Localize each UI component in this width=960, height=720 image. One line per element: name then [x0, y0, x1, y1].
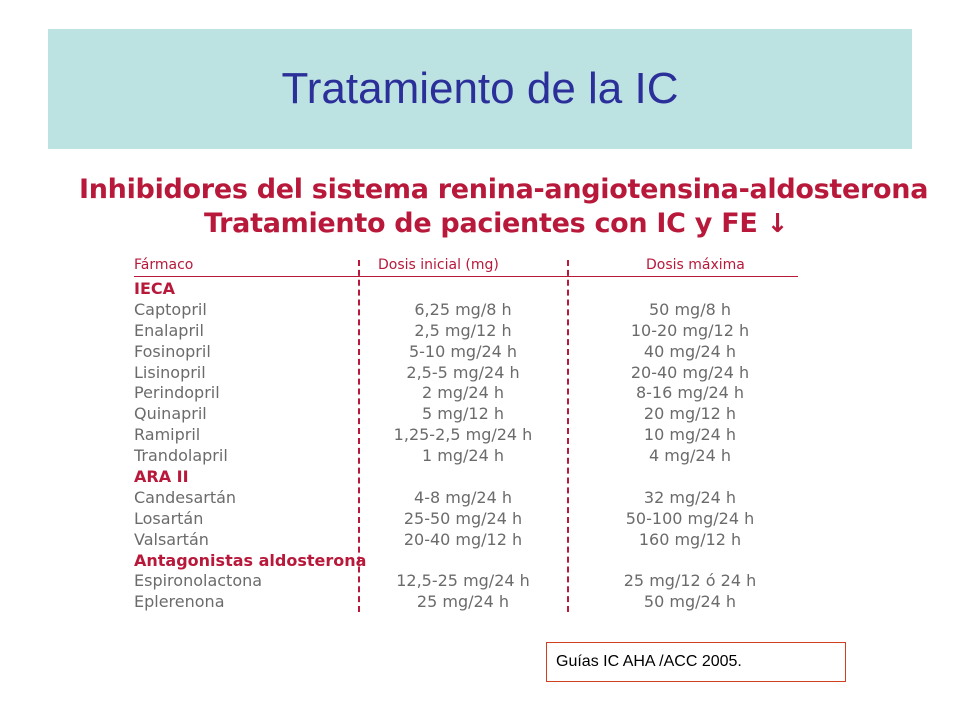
initial-dose-cell: 25 mg/24 h: [416, 592, 510, 612]
initial-dose-cell: 12,5-25 mg/24 h: [396, 571, 530, 591]
drug-cell: Captopril: [134, 299, 207, 319]
figure-heading-line1: Inhibidores del sistema renina-angiotensina-aldosterona: [79, 174, 929, 205]
table-row: [0, 425, 960, 446]
table-row: [0, 342, 960, 363]
header-rule: [134, 276, 798, 277]
table-row: [0, 383, 960, 404]
dose-table-figure: [0, 160, 960, 630]
max-dose-cell: 10-20 mg/12 h: [630, 320, 750, 340]
drug-cell: Trandolapril: [134, 446, 228, 466]
max-dose-cell: 20 mg/12 h: [643, 404, 737, 424]
max-dose-cell: 10 mg/24 h: [643, 425, 737, 445]
column-header-drug: Fármaco: [134, 257, 194, 273]
drug-cell: Perindopril: [134, 383, 220, 403]
table-row: [0, 446, 960, 467]
max-dose-cell: 20-40 mg/24 h: [630, 362, 750, 382]
initial-dose-cell: 1 mg/24 h: [422, 446, 504, 466]
max-dose-cell: 50 mg/24 h: [643, 592, 737, 612]
table-group-row: [0, 551, 960, 572]
initial-dose-cell: 6,25 mg/8 h: [414, 299, 512, 319]
table-row: [0, 571, 960, 592]
initial-dose-cell: 1,25-2,5 mg/24 h: [393, 425, 533, 445]
initial-dose-cell: 25-50 mg/24 h: [403, 508, 523, 528]
table-row: [0, 592, 960, 613]
max-dose-cell: 32 mg/24 h: [643, 487, 737, 507]
initial-dose-cell: 2,5 mg/12 h: [414, 320, 512, 340]
max-dose-cell: 50-100 mg/24 h: [625, 508, 755, 528]
max-dose-cell: 8-16 mg/24 h: [635, 383, 745, 403]
initial-dose-cell: 5-10 mg/24 h: [408, 341, 518, 361]
drug-cell: Losartán: [134, 508, 204, 528]
table-row: [0, 530, 960, 551]
drug-cell: Enalapril: [134, 320, 204, 340]
table-row: [0, 404, 960, 425]
max-dose-cell: 25 mg/12 ó 24 h: [623, 571, 757, 591]
initial-dose-cell: 2,5-5 mg/24 h: [406, 362, 520, 382]
title-band: [48, 29, 912, 149]
initial-dose-cell: 4-8 mg/24 h: [414, 487, 512, 507]
figure-heading-line2-text: Tratamiento de pacientes con IC y FE: [204, 208, 758, 239]
drug-cell: ARA II: [134, 467, 189, 487]
initial-dose-cell: 2 mg/24 h: [422, 383, 504, 403]
source-citation: Guías IC AHA /ACC 2005.: [546, 642, 846, 682]
figure-heading-line2: [204, 208, 788, 239]
column-header-max-dose: Dosis máxima: [646, 257, 745, 273]
drug-cell: Ramipril: [134, 425, 201, 445]
table-row: [0, 363, 960, 384]
table-group-row: [0, 279, 960, 300]
down-arrow-icon: ↓: [766, 209, 789, 239]
initial-dose-cell: 5 mg/12 h: [422, 404, 504, 424]
drug-cell: Espironolactona: [134, 571, 263, 591]
max-dose-cell: 40 mg/24 h: [643, 341, 737, 361]
table-group-row: [0, 467, 960, 488]
max-dose-cell: 50 mg/8 h: [649, 299, 731, 319]
drug-cell: Antagonistas aldosterona: [134, 550, 367, 570]
initial-dose-cell: 20-40 mg/12 h: [403, 529, 523, 549]
drug-cell: Fosinopril: [134, 341, 211, 361]
table-row: [0, 321, 960, 342]
drug-cell: IECA: [134, 279, 176, 298]
drug-cell: Quinapril: [134, 404, 207, 424]
drug-cell: Candesartán: [134, 487, 237, 507]
drug-cell: Lisinopril: [134, 362, 206, 382]
drug-cell: Eplerenona: [134, 592, 225, 612]
slide-title: Tratamiento de la IC: [281, 64, 679, 113]
table-row: [0, 488, 960, 509]
drug-cell: Valsartán: [134, 529, 209, 549]
max-dose-cell: 160 mg/12 h: [638, 529, 742, 549]
table-row: [0, 300, 960, 321]
column-header-initial-dose: Dosis inicial (mg): [378, 257, 499, 273]
dose-table-body: [0, 279, 960, 613]
max-dose-cell: 4 mg/24 h: [649, 446, 731, 466]
table-row: [0, 509, 960, 530]
